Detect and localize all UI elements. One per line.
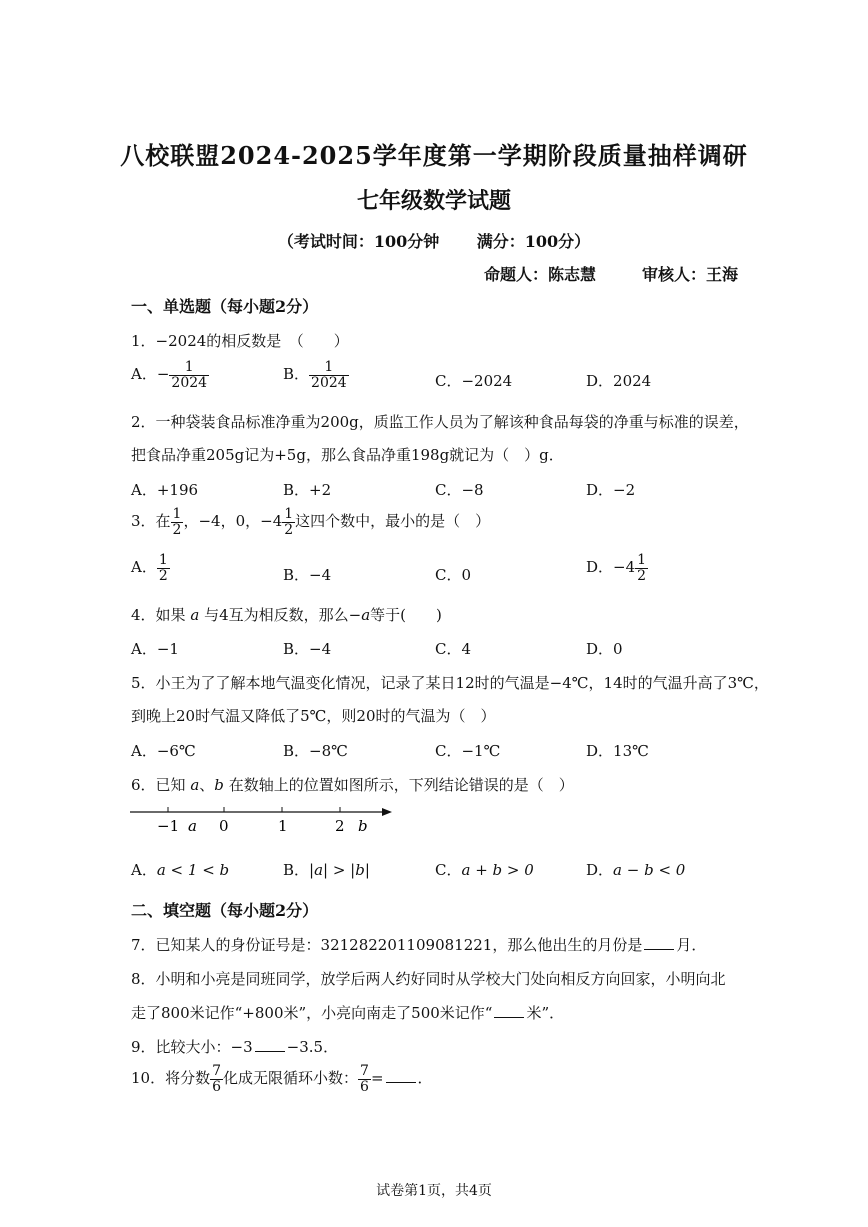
fraction: $\frac{1}{2}$	[172, 506, 182, 538]
question-2-line1: 2．一种袋装食品标准净重为200g，质监工作人员为了解该种食品每袋的净重与标准的误差，	[131, 413, 749, 431]
q6-option-d: D．a − b < 0	[586, 861, 686, 879]
q3-option-a: A． $\frac{1}{2}$	[131, 552, 168, 584]
q5-option-b: B．−8℃	[283, 742, 348, 760]
q4-option-c: C．4	[435, 640, 472, 658]
fraction: $\frac{7}{6}$	[360, 1063, 369, 1095]
axis-label-neg1: −1	[157, 817, 180, 835]
page-footer: 试卷第1页，共4页	[376, 1183, 492, 1199]
question-5-line2: 到晚上20时气温又降低了5℃，则20时的气温为（ ）	[131, 707, 496, 725]
reviewer: 审核人：王海	[641, 265, 738, 284]
question-10: 10．将分数 $\frac{7}{6}$ 化成无限循环小数： $\frac{7}{6}$ = ．	[131, 1063, 433, 1095]
question-8-line1: 8．小明和小亮是同班同学，放学后两人约好同时从学校大门处向相反方向回家，小明向北	[131, 970, 726, 988]
question-2-line2: 把食品净重205g记为+5g，那么食品净重198g就记为（ ）g．	[131, 446, 564, 464]
q3-option-b: B．−4	[283, 566, 332, 584]
question-8-line2: 走了800米记作“+800米”，小亮向南走了500米记作“ 米”．	[131, 1004, 565, 1022]
q2-option-a: A．+196	[131, 481, 199, 499]
q6-option-c: C．a + b > 0	[435, 861, 534, 879]
fraction: $\frac{1}{2024}$	[311, 359, 347, 391]
q3-option-c: C．0	[435, 566, 472, 584]
exam-title: 八校联盟2024-2025学年度第一学期阶段质量抽样调研	[120, 141, 748, 170]
q4-option-a: A．−1	[131, 640, 179, 658]
q1-option-b: B． $\frac{1}{2024}$	[283, 359, 347, 391]
q1-option-a: A．− $\frac{1}{2024}$	[131, 359, 208, 391]
q2-option-b: B．+2	[283, 481, 332, 499]
number-line-figure	[128, 800, 398, 840]
section-single-choice: 一、单选题（每小题2分）	[131, 297, 319, 316]
q4-option-d: D．0	[586, 640, 623, 658]
q5-option-a: A．−6℃	[131, 742, 196, 760]
question-4-stem: 4．如果 a 与4互为相反数，那么−a等于( )	[131, 606, 442, 624]
q3-option-d: D．−4 $\frac{1}{2}$	[586, 552, 647, 584]
q5-option-d: D．13℃	[586, 742, 649, 760]
q6-option-a: A．a < 1 < b	[131, 861, 230, 879]
axis-label-2: 2	[335, 817, 345, 835]
fraction: $\frac{1}{2024}$	[171, 359, 208, 391]
q2-option-c: C．−8	[435, 481, 484, 499]
authors-line	[484, 262, 738, 285]
section-fill-blank: 二、填空题（每小题2分）	[131, 901, 319, 920]
answer-blank[interactable]	[494, 1017, 524, 1018]
q4-option-b: B．−4	[283, 640, 332, 658]
axis-label-a: a	[188, 817, 197, 835]
question-7: 7．已知某人的身份证号是：321282201109081221，那么他出生的月份是 月．	[131, 936, 707, 954]
axis-label-1: 1	[278, 817, 288, 835]
q6-option-b: B．|a| > |b|	[283, 861, 370, 879]
axis-label-b: b	[358, 817, 368, 835]
exam-info: （考试时间：100分钟 满分：100分）	[277, 232, 591, 251]
fraction: $\frac{1}{2}$	[637, 552, 647, 584]
axis-label-0: 0	[219, 817, 229, 835]
question-1-stem: 1．−2024的相反数是 （ ）	[131, 332, 349, 350]
question-5-line1: 5．小王为了了解本地气温变化情况，记录了某日12时的气温是−4℃，14时的气温升高了3℃，	[131, 674, 769, 692]
q2-option-d: D．−2	[586, 481, 636, 499]
answer-blank[interactable]	[255, 1051, 285, 1052]
fraction: $\frac{7}{6}$	[212, 1063, 222, 1095]
answer-blank[interactable]	[386, 1082, 416, 1083]
q5-option-c: C．−1℃	[435, 742, 501, 760]
answer-blank[interactable]	[644, 949, 674, 950]
q1-option-d: D．2024	[586, 372, 652, 390]
question-6-stem: 6．已知 a、b 在数轴上的位置如图所示，下列结论错误的是（ ）	[131, 776, 574, 794]
setter: 命题人：陈志慧	[483, 265, 596, 284]
question-3-stem: 3．在 $\frac{1}{2}$ ，−4，0，−4 $\frac{1}{2}$ 这四个数中，最小的是（ ）	[131, 506, 491, 538]
question-9: 9．比较大小：−3 −3.5．	[131, 1038, 339, 1056]
q1-option-c: C．−2024	[435, 372, 513, 390]
number-line-arrow	[382, 808, 392, 816]
exam-subtitle: 七年级数学试题	[356, 188, 511, 214]
fraction: $\frac{1}{2}$	[158, 552, 168, 584]
fraction: $\frac{1}{2}$	[284, 506, 294, 538]
